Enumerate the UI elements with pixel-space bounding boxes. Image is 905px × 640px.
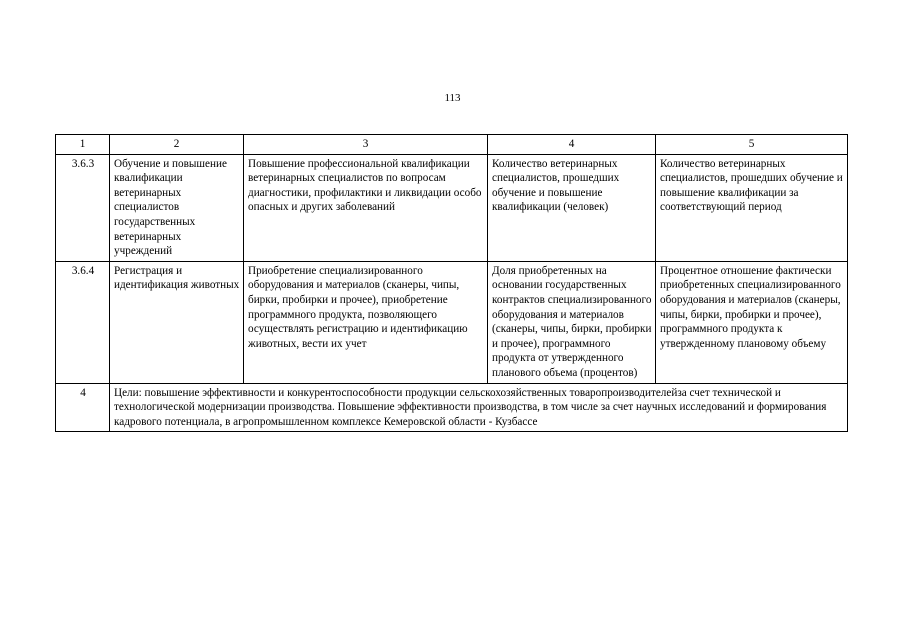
row-number-cell: 3.6.4	[56, 261, 110, 383]
table-row-goal-4	[56, 383, 848, 432]
indicator-cell: Количество ветеринарных специалистов, прошедших обучение и повышение квалификации (человек)	[488, 154, 656, 261]
program-table	[55, 134, 848, 432]
indicator-cell: Доля приобретенных на основании государственных контрактов специализированного оборудования и материалов (сканеры, чипы, бирки, пробирки и прочее), программного продукта от утвержденного планового объема (процентов)	[488, 261, 656, 383]
row-number-cell: 3.6.3	[56, 154, 110, 261]
calculation-method-cell: Процентное отношение фактически приобретенных специализированного оборудования и материалов (сканеры, чипы, бирки, пробирки и прочее), программного продукта к утвержденному плановому объему	[656, 261, 848, 383]
page-number: 113	[444, 92, 461, 104]
event-description-cell: Повышение профессиональной квалификации ветеринарных специалистов по вопросам диагностики, профилактики и ликвидации особо опасных и других заболеваний	[244, 154, 488, 261]
header-cell-4: 4	[488, 135, 656, 155]
header-cell-1: 1	[56, 135, 110, 155]
event-name-cell: Регистрация и идентификация животных	[110, 261, 244, 383]
goal-text-cell: Цели: повышение эффективности и конкурентоспособности продукции сельскохозяйственных товаропроизводителейза счет технической и технологической модернизации производства. Повышение эффективности производства, в том числе за счет научных исследований и формирования кадрового потенциала, в агропромышленном комплексе Кемеровской области - Кузбассе	[110, 383, 848, 432]
event-description-cell: Приобретение специализированного оборудования и материалов (сканеры, чипы, бирки, пробирки и прочее), приобретение программного продукта, позволяющего осуществлять регистрацию и идентификацию животных, вести их учет	[244, 261, 488, 383]
header-cell-5: 5	[656, 135, 848, 155]
header-cell-2: 2	[110, 135, 244, 155]
table-row-3-6-4	[56, 261, 848, 383]
event-name-cell: Обучение и повышение квалификации ветеринарных специалистов государственных ветеринарных учреждений	[110, 154, 244, 261]
table-row-3-6-3	[56, 154, 848, 261]
header-cell-3: 3	[244, 135, 488, 155]
row-number-cell: 4	[56, 383, 110, 432]
table-header-row	[56, 135, 848, 155]
calculation-method-cell: Количество ветеринарных специалистов, прошедших обучение и повышение квалификации за соответствующий период	[656, 154, 848, 261]
